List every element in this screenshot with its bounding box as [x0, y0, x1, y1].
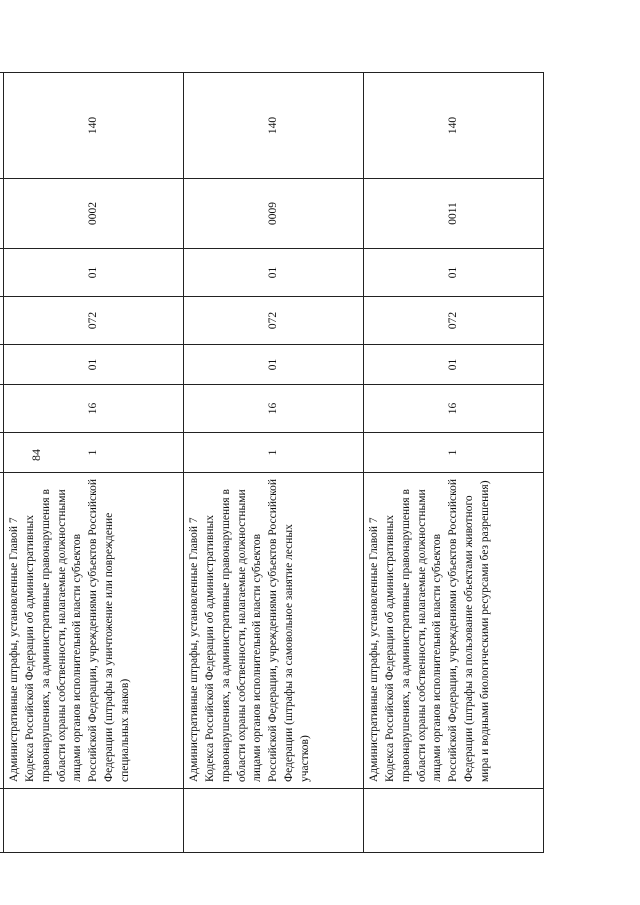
- table-row: [184, 73, 364, 853]
- cell-col8: 0011: [364, 179, 544, 249]
- cell-col8: 0002: [4, 179, 184, 249]
- table-row: [4, 73, 184, 853]
- cell-col5: 01: [4, 345, 184, 385]
- cell-col1: [184, 789, 364, 853]
- page-number: 84: [29, 449, 43, 461]
- cell-description: Административные штрафы, установленные Главой 7 Кодекса Российской Федерации об административных правонарушениях, за административные правонарушения в области охраны собственности, налагаемые должностными лицами органов исполнительной власти субъектов Российской Федерации, учреждениями субъектов Российской Федерации (штрафы за пользование объектами животного мира и водными биологическими ресурсами без разрешения): [364, 473, 544, 789]
- cell-col3: 1: [4, 433, 184, 473]
- cell-col3: 1: [184, 433, 364, 473]
- cell-col5: 01: [184, 345, 364, 385]
- classification-table: [0, 72, 544, 853]
- cell-col1: [364, 789, 544, 853]
- cell-col9: 140: [4, 73, 184, 179]
- cell-col6: 072: [364, 297, 544, 345]
- cell-col3: 1: [364, 433, 544, 473]
- cell-col6: 072: [184, 297, 364, 345]
- cell-col6: 072: [4, 297, 184, 345]
- cell-col4: 16: [364, 385, 544, 433]
- cell-col5: 01: [364, 345, 544, 385]
- cell-col7: 01: [184, 249, 364, 297]
- cell-description: Административные штрафы, установленные Главой 7 Кодекса Российской Федерации об административных правонарушениях, за административные правонарушения в области охраны собственности, налагаемые должностными лицами органов исполнительной власти субъектов Российской Федерации, учреждениями субъектов Российской Федерации (штрафы за самовольное занятие лесных участков): [184, 473, 364, 789]
- cell-col8: 0009: [184, 179, 364, 249]
- cell-col9: 140: [364, 73, 544, 179]
- cell-col4: 16: [184, 385, 364, 433]
- cell-col1: [4, 789, 184, 853]
- cell-col9: 140: [184, 73, 364, 179]
- cell-col4: 16: [4, 385, 184, 433]
- table-row: [364, 73, 544, 853]
- cell-description: Административные штрафы, установленные Главой 7 Кодекса Российской Федерации об административных правонарушениях, за административные правонарушения в области охраны собственности, налагаемые должностными лицами органов исполнительной власти субъектов Российской Федерации, учреждениями субъектов Российской Федерации (штрафы за уничтожение или повреждение специальных знаков): [4, 473, 184, 789]
- rotated-table-container: [0, 73, 544, 853]
- cell-col7: 01: [364, 249, 544, 297]
- cell-col7: 01: [4, 249, 184, 297]
